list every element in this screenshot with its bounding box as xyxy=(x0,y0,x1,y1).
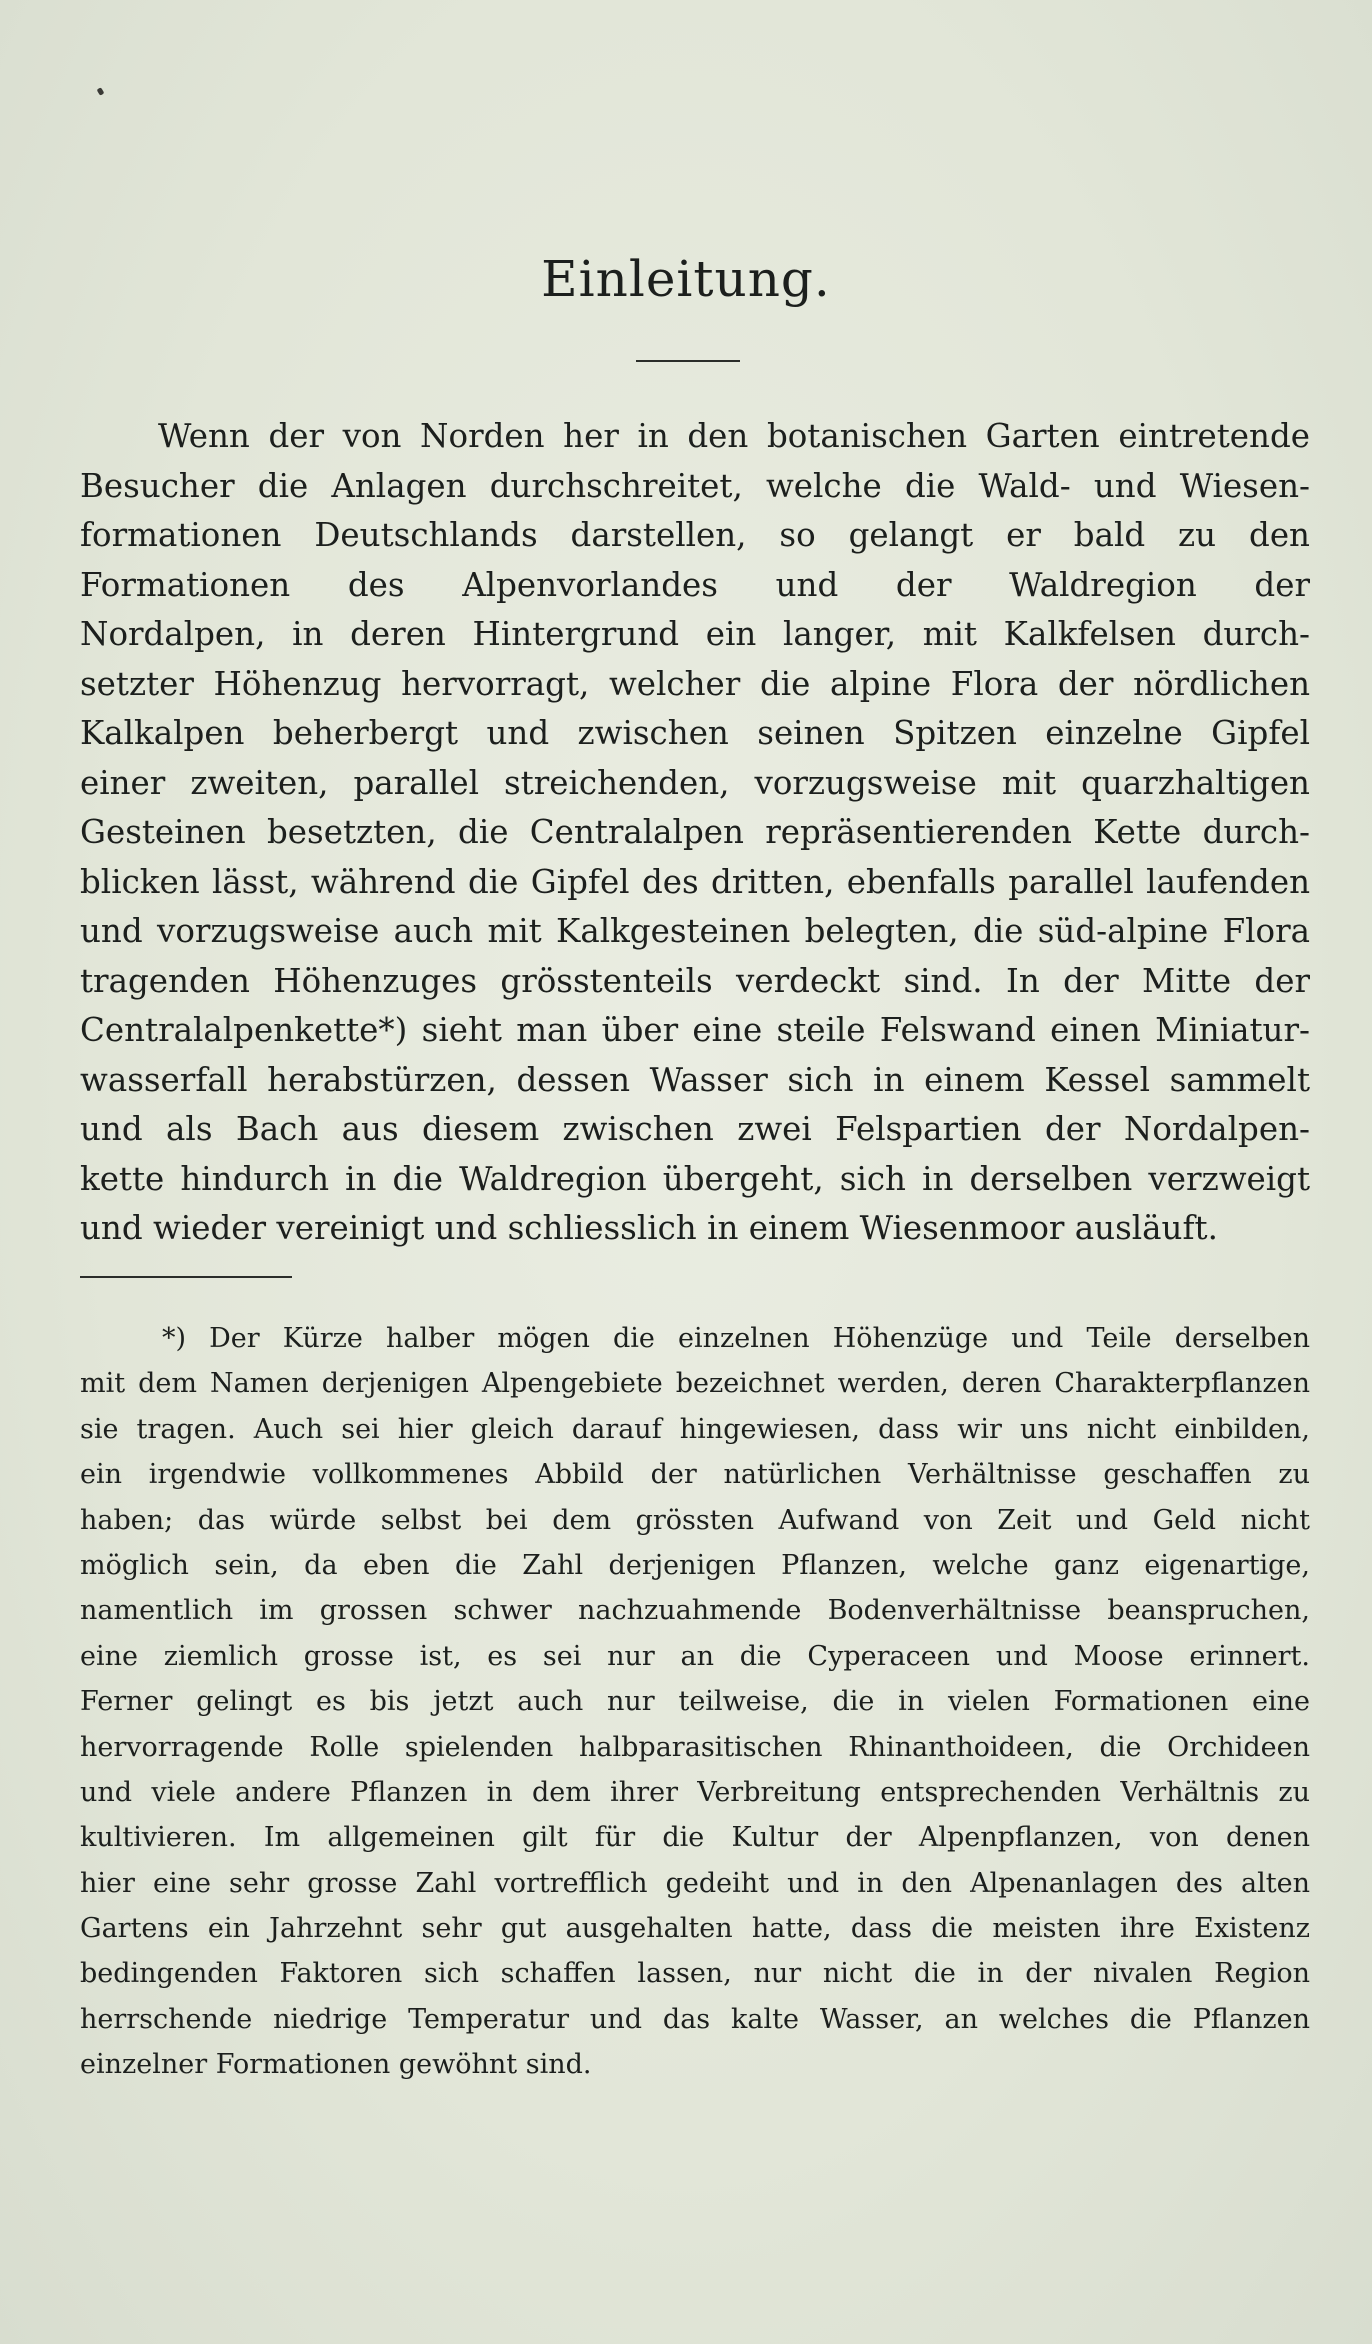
footnote-line: ein irgendwie vollkommenes Abbild der natürlichen Verhältnisse geschaffen zu xyxy=(80,1459,1310,1491)
title-rule xyxy=(636,360,740,362)
footnote-line: *) Der Kürze halber mögen die einzelnen Höhenzüge und Teile derselben xyxy=(162,1323,1310,1354)
body-line: wasserfall herabstürzen, dessen Wasser sich in einem Kessel sammelt xyxy=(80,1060,1310,1099)
body-line: kette hindurch in die Waldregion übergeht, sich in derselben verzweigt xyxy=(80,1159,1310,1198)
body-line: Gesteinen besetzten, die Centralalpen repräsentierenden Kette durch- xyxy=(80,813,1310,851)
footnote-line: sie tragen. Auch sei hier gleich darauf hingewiesen, dass wir uns nicht einbilden, xyxy=(80,1413,1310,1445)
body-line: setzter Höhenzug hervorragt, welcher die alpine Flora der nördlichen xyxy=(80,664,1310,703)
footnote-line: kultivieren. Im allgemeinen gilt für die Kultur der Alpenpflanzen, von denen xyxy=(80,1822,1310,1854)
body-line: und vorzugsweise auch mit Kalkgesteinen belegten, die süd-alpine Flora xyxy=(80,912,1310,950)
footnote-line: Ferner gelingt es bis jetzt auch nur teilweise, die in vielen Formationen eine xyxy=(80,1686,1310,1718)
footnote xyxy=(80,1316,1310,2088)
body-line: Formationen des Alpenvorlandes und der Waldregion der xyxy=(80,565,1310,604)
ink-speck xyxy=(97,87,105,96)
body-line: tragenden Höhenzuges grösstenteils verdeckt sind. In der Mitte der xyxy=(80,961,1310,1000)
body-line: Nordalpen, in deren Hintergrund ein langer, mit Kalkfelsen durch- xyxy=(80,615,1310,653)
footnote-line: einzelner Formationen gewöhnt sind. xyxy=(80,2049,592,2081)
footnote-line: hervorragende Rolle spielenden halbparasitischen Rhinanthoideen, die Orchideen xyxy=(80,1731,1310,1763)
page-title: Einleitung. xyxy=(541,250,831,308)
footnote-line: mit dem Namen derjenigen Alpengebiete bezeichnet werden, deren Charakterpflanzen xyxy=(80,1368,1310,1400)
body-line: und wieder vereinigt und schliesslich in einem Wiesenmoor ausläuft. xyxy=(80,1209,1218,1247)
footnote-line: Gartens ein Jahrzehnt sehr gut ausgehalten hatte, dass die meisten ihre Existenz xyxy=(80,1913,1310,1945)
footnote-line: und viele andere Pflanzen in dem ihrer Verbreitung entsprechenden Verhältnis zu xyxy=(80,1776,1310,1808)
footnote-line: eine ziemlich grosse ist, es sei nur an die Cyperaceen und Moose erinnert. xyxy=(80,1640,1310,1672)
body-line: einer zweiten, parallel streichenden, vorzugsweise mit quarzhaltigen xyxy=(80,763,1310,802)
footnote-line: namentlich im grossen schwer nachzuahmende Bodenverhältnisse beanspruchen, xyxy=(80,1595,1310,1627)
footnote-line: herrschende niedrige Temperatur und das kalte Wasser, an welches die Pflanzen xyxy=(80,2003,1310,2035)
body-line: Besucher die Anlagen durchschreitet, welche die Wald- und Wiesen- xyxy=(80,466,1310,505)
body-line: formationen Deutschlands darstellen, so gelangt er bald zu den xyxy=(80,516,1310,554)
footnote-rule xyxy=(80,1276,292,1278)
footnote-line: hier eine sehr grosse Zahl vortrefflich gedeiht und in den Alpenanlagen des alten xyxy=(80,1867,1310,1899)
body-line: und als Bach aus diesem zwischen zwei Felspartien der Nordalpen- xyxy=(80,1110,1310,1148)
body-line: Centralalpenkette*) sieht man über eine steile Felswand einen Miniatur- xyxy=(80,1011,1310,1049)
body-line: Wenn der von Norden her in den botanischen Garten eintretende xyxy=(158,417,1310,455)
body-paragraph xyxy=(80,412,1310,1254)
body-line: Kalkalpen beherbergt und zwischen seinen Spitzen einzelne Gipfel xyxy=(80,714,1310,752)
body-line: blicken lässt, während die Gipfel des dritten, ebenfalls parallel laufenden xyxy=(80,862,1310,901)
footnote-line: möglich sein, da eben die Zahl derjenigen Pflanzen, welche ganz eigenartige, xyxy=(80,1549,1310,1581)
footnote-line: bedingenden Faktoren sich schaffen lassen, nur nicht die in der nivalen Region xyxy=(80,1958,1310,1990)
footnote-line: haben; das würde selbst bei dem grössten Aufwand von Zeit und Geld nicht xyxy=(80,1504,1310,1536)
